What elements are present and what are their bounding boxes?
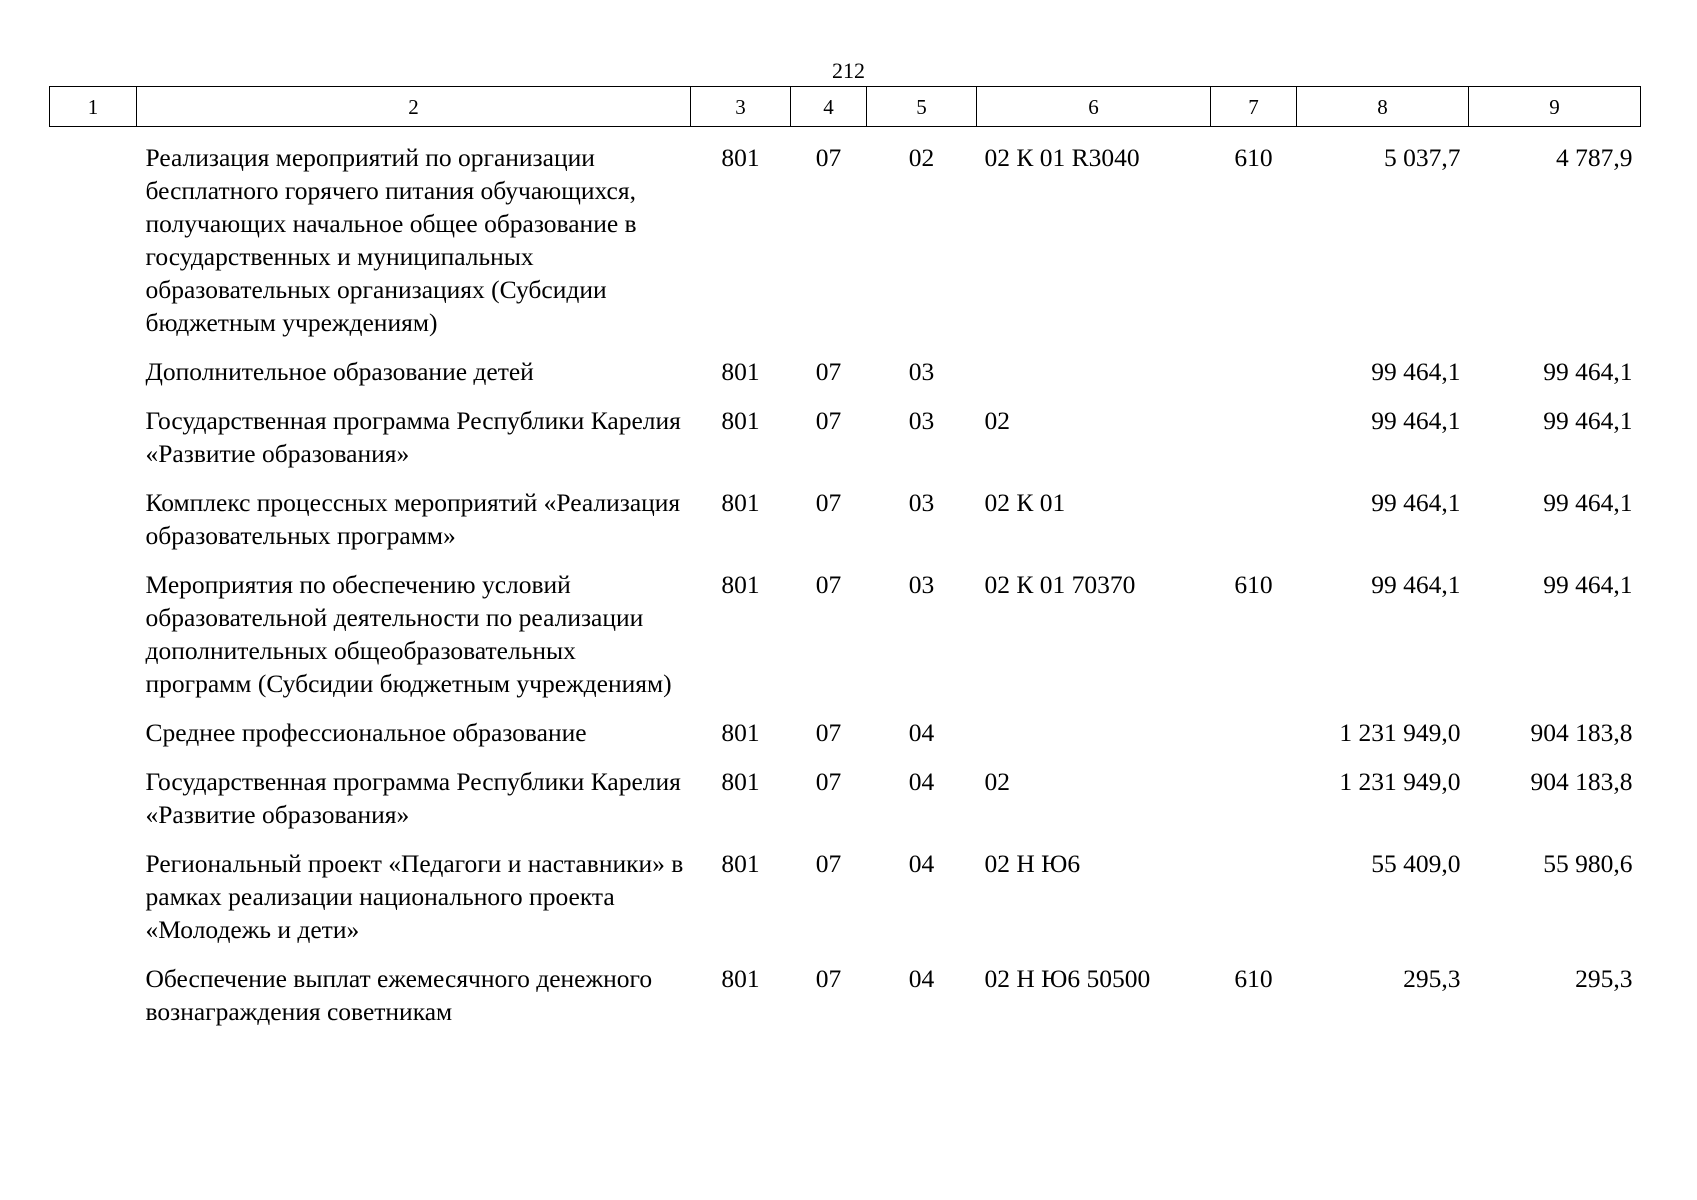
row-name: Дополнительное образование детей xyxy=(145,357,534,386)
row-col-8: 99 464,1 xyxy=(1371,570,1461,599)
row-col-6: 02 К 01 xyxy=(984,488,1066,517)
row-col-4: 07 xyxy=(815,718,842,747)
row-col-4: 07 xyxy=(815,570,842,599)
row-col-6: 02 Н Ю6 50500 xyxy=(984,964,1151,993)
row-col-1 xyxy=(50,847,137,962)
table-row xyxy=(50,716,1641,765)
table-row xyxy=(50,355,1641,404)
row-col-6: 02 К 01 R3040 xyxy=(984,143,1140,172)
header-col-1: 1 xyxy=(50,87,137,127)
row-col-5: 03 xyxy=(908,488,935,517)
row-name: Реализация мероприятий по организации бесплатного горячего питания обучающихся, получающих начальное общее образование в государственных и муниципальных образовательных организациях (Субсидии бюджетным учреждениям) xyxy=(145,143,637,337)
row-col-6: 02 xyxy=(984,767,1010,796)
row-col-1 xyxy=(50,962,137,1044)
row-col-7 xyxy=(1211,404,1297,486)
table-row xyxy=(50,127,1641,356)
header-col-4: 4 xyxy=(791,87,867,127)
table-row xyxy=(50,765,1641,847)
row-col-7 xyxy=(1211,716,1297,765)
row-col-6: 02 Н Ю6 xyxy=(984,849,1081,878)
row-col-5: 04 xyxy=(908,767,935,796)
row-col-5: 03 xyxy=(908,570,935,599)
header-col-6: 6 xyxy=(977,87,1211,127)
row-col-1 xyxy=(50,486,137,568)
row-col-9: 904 183,8 xyxy=(1530,718,1633,747)
row-col-9: 4 787,9 xyxy=(1556,143,1633,172)
row-col-5: 04 xyxy=(908,718,935,747)
row-col-3: 801 xyxy=(721,964,760,993)
row-col-3: 801 xyxy=(721,406,760,435)
row-col-3: 801 xyxy=(721,143,760,172)
row-col-1 xyxy=(50,127,137,356)
row-col-9: 55 980,6 xyxy=(1543,849,1633,878)
table-row xyxy=(50,847,1641,962)
row-col-1 xyxy=(50,765,137,847)
row-col-4: 07 xyxy=(815,488,842,517)
row-col-3: 801 xyxy=(721,849,760,878)
row-col-9: 295,3 xyxy=(1575,964,1633,993)
budget-table xyxy=(49,86,1641,1044)
row-col-8: 99 464,1 xyxy=(1371,357,1461,386)
row-col-9: 99 464,1 xyxy=(1543,488,1633,517)
row-col-7 xyxy=(1211,355,1297,404)
row-col-4: 07 xyxy=(815,357,842,386)
row-col-8: 99 464,1 xyxy=(1371,406,1461,435)
row-col-9: 99 464,1 xyxy=(1543,406,1633,435)
table-row xyxy=(50,486,1641,568)
row-col-4: 07 xyxy=(815,849,842,878)
row-col-1 xyxy=(50,716,137,765)
row-name: Мероприятия по обеспечению условий образовательной деятельности по реализации дополнительных общеобразовательных программ (Субсидии бюджетным учреждениям) xyxy=(145,570,672,698)
row-col-5: 03 xyxy=(908,406,935,435)
row-col-8: 55 409,0 xyxy=(1371,849,1461,878)
row-col-6: 02 xyxy=(984,406,1010,435)
table-row xyxy=(50,962,1641,1044)
row-col-4: 07 xyxy=(815,767,842,796)
header-col-5: 5 xyxy=(867,87,977,127)
row-col-4: 07 xyxy=(815,143,842,172)
row-col-5: 02 xyxy=(908,143,935,172)
row-col-7 xyxy=(1211,847,1297,962)
header-row xyxy=(50,87,1641,127)
row-name: Государственная программа Республики Карелия «Развитие образования» xyxy=(145,767,681,829)
header-col-8: 8 xyxy=(1297,87,1469,127)
row-col-8: 295,3 xyxy=(1403,964,1461,993)
row-name: Среднее профессиональное образование xyxy=(145,718,587,747)
row-col-8: 5 037,7 xyxy=(1384,143,1461,172)
row-col-4: 07 xyxy=(815,964,842,993)
row-col-9: 904 183,8 xyxy=(1530,767,1633,796)
row-col-9: 99 464,1 xyxy=(1543,570,1633,599)
row-col-6 xyxy=(977,355,1211,404)
row-col-7 xyxy=(1211,765,1297,847)
table-row xyxy=(50,568,1641,716)
row-col-3: 801 xyxy=(721,718,760,747)
row-col-6: 02 К 01 70370 xyxy=(984,570,1136,599)
table-row xyxy=(50,404,1641,486)
row-col-9: 99 464,1 xyxy=(1543,357,1633,386)
row-col-5: 04 xyxy=(908,849,935,878)
header-col-7: 7 xyxy=(1211,87,1297,127)
row-col-7: 610 xyxy=(1234,964,1273,993)
row-col-5: 03 xyxy=(908,357,935,386)
row-col-4: 07 xyxy=(815,406,842,435)
row-name: Государственная программа Республики Карелия «Развитие образования» xyxy=(145,406,681,468)
row-col-3: 801 xyxy=(721,767,760,796)
row-col-7 xyxy=(1211,486,1297,568)
row-name: Комплекс процессных мероприятий «Реализация образовательных программ» xyxy=(145,488,681,550)
row-col-3: 801 xyxy=(721,570,760,599)
header-col-3: 3 xyxy=(691,87,791,127)
page-number: 212 xyxy=(832,58,865,83)
row-col-1 xyxy=(50,355,137,404)
row-name: Региональный проект «Педагоги и наставники» в рамках реализации национального проекта «Молодежь и дети» xyxy=(145,849,684,944)
row-col-5: 04 xyxy=(908,964,935,993)
header-col-9: 9 xyxy=(1469,87,1641,127)
row-col-8: 1 231 949,0 xyxy=(1339,767,1461,796)
row-col-8: 99 464,1 xyxy=(1371,488,1461,517)
row-name: Обеспечение выплат ежемесячного денежного вознаграждения советникам xyxy=(145,964,653,1026)
row-col-1 xyxy=(50,404,137,486)
row-col-1 xyxy=(50,568,137,716)
row-col-7: 610 xyxy=(1234,143,1273,172)
row-col-8: 1 231 949,0 xyxy=(1339,718,1461,747)
row-col-6 xyxy=(977,716,1211,765)
row-col-3: 801 xyxy=(721,357,760,386)
header-col-2: 2 xyxy=(137,87,691,127)
row-col-7: 610 xyxy=(1234,570,1273,599)
row-col-3: 801 xyxy=(721,488,760,517)
